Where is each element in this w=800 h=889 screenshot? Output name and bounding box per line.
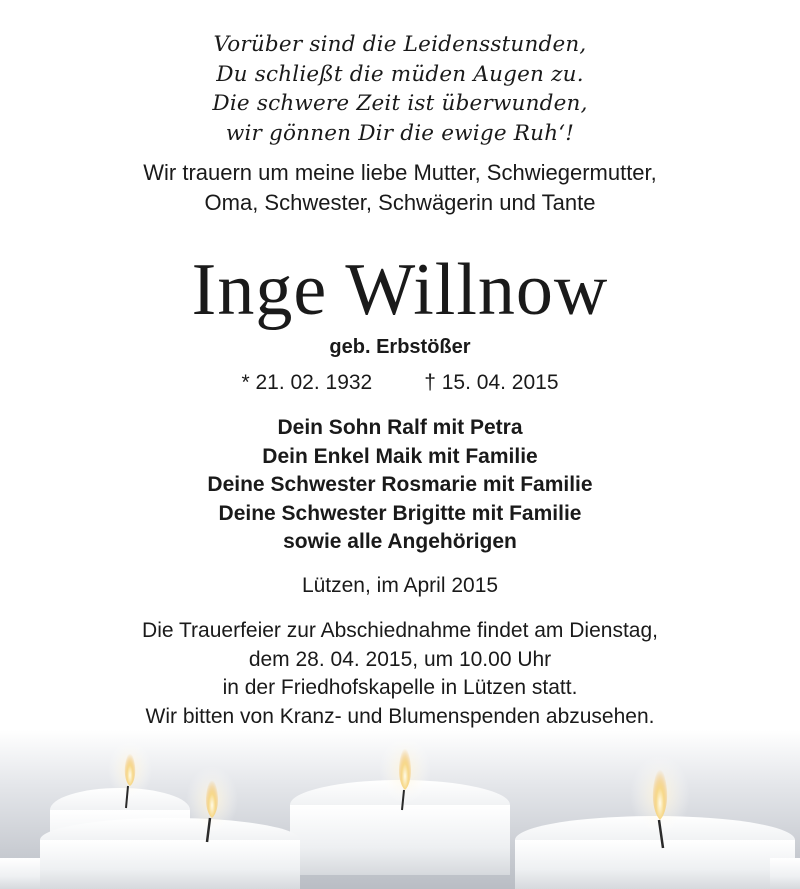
candles-image <box>0 730 800 889</box>
mourner-line: Deine Schwester Rosmarie mit Familie <box>207 473 593 496</box>
deceased-name: Inge Willnow <box>191 249 609 331</box>
poem-line: Die schwere Zeit ist überwunden, <box>212 91 588 116</box>
funeral-service-info <box>0 617 800 731</box>
death-date: † 15. 04. 2015 <box>424 371 559 394</box>
birth-date: * 21. 02. 1932 <box>241 371 373 394</box>
mourner-line: sowie alle Angehörigen <box>283 530 517 553</box>
service-line: Die Trauerfeier zur Abschiednahme findet am Dienstag, <box>142 619 658 642</box>
service-line: in der Friedhofskapelle in Lützen statt. <box>222 676 578 699</box>
poem-line: wir gönnen Dir die ewige Ruh‘! <box>225 120 575 146</box>
service-line: Wir bitten von Kranz- und Blumenspenden abzusehen. <box>145 704 655 728</box>
memorial-poem <box>0 30 800 148</box>
mourning-intro <box>0 158 800 218</box>
intro-line: Wir trauern um meine liebe Mutter, Schwiegermutter, <box>143 160 657 185</box>
life-dates <box>0 369 800 397</box>
poem-line: Vorüber sind die Leidensstunden, <box>213 32 587 57</box>
service-line: dem 28. 04. 2015, um 10.00 Uhr <box>248 647 552 671</box>
mourner-line: Dein Sohn Ralf mit Petra <box>277 416 523 439</box>
poem-line: Du schließt die müden Augen zu. <box>216 61 584 87</box>
intro-line: Oma, Schwester, Schwägerin und Tante <box>204 190 596 215</box>
mourners-list <box>0 414 800 557</box>
mourner-line: Dein Enkel Maik mit Familie <box>262 444 538 468</box>
place-date: Lützen, im April 2015 <box>301 574 499 597</box>
maiden-name: geb. Erbstößer <box>329 336 471 358</box>
mourner-line: Deine Schwester Brigitte mit Familie <box>218 501 582 525</box>
